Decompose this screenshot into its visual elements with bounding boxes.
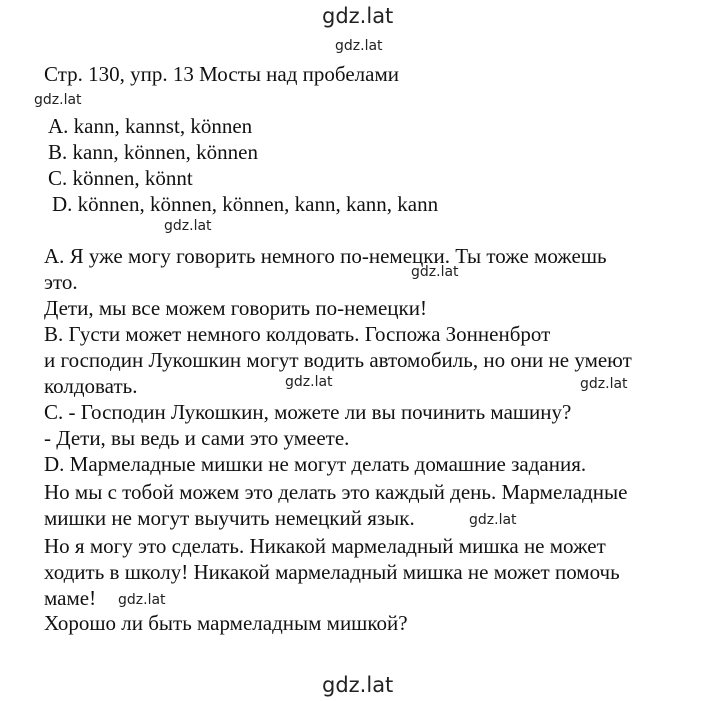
watermark-bottom: gdz.lat: [322, 673, 394, 697]
translation-line: - Дети, вы ведь и сами это умеете.: [44, 426, 350, 450]
translation-line: колдовать.: [44, 374, 138, 398]
answer-line-a: A. kann, kannst, können: [48, 114, 253, 138]
translation-line: А. Я уже могу говорить немного по-немецки. Ты тоже можешь: [44, 244, 607, 268]
watermark: gdz.lat: [335, 38, 383, 54]
translation-line: и господин Лукошкин могут водить автомобиль, но они не умеют: [44, 348, 632, 372]
watermark: gdz.lat: [118, 592, 166, 608]
translation-line: это.: [44, 270, 78, 294]
translation-line: С. - Господин Лукошкин, можете ли вы починить машину?: [44, 400, 572, 424]
translation-line: D. Мармеладные мишки не могут делать домашние задания.: [44, 452, 587, 476]
watermark-top: gdz.lat: [322, 4, 394, 28]
translation-line: Дети, мы все можем говорить по-немецки!: [44, 296, 427, 320]
answer-line-d: D. können, können, können, kann, kann, kann: [52, 192, 439, 216]
watermark: gdz.lat: [411, 264, 459, 280]
watermark: gdz.lat: [34, 92, 82, 108]
answer-line-c: C. können, könnt: [48, 166, 193, 190]
translation-line: ходить в школу! Никакой мармеладный мишка не может помочь: [44, 560, 620, 584]
watermark: gdz.lat: [580, 376, 628, 392]
watermark: gdz.lat: [469, 512, 517, 528]
watermark: gdz.lat: [285, 374, 333, 390]
translation-line: В. Густи может немного колдовать. Госпожа Зонненброт: [44, 322, 551, 346]
page-title: Стр. 130, упр. 13 Мосты над пробелами: [44, 62, 399, 86]
translation-line: мишки не могут выучить немецкий язык.: [44, 506, 415, 530]
translation-line: Хорошо ли быть мармеладным мишкой?: [44, 611, 408, 635]
translation-line: маме!: [44, 586, 97, 610]
translation-line: Но мы с тобой можем это делать это каждый день. Мармеладные: [44, 480, 628, 504]
answer-line-b: B. kann, können, können: [48, 140, 258, 164]
watermark: gdz.lat: [164, 218, 212, 234]
translation-line: Но я могу это сделать. Никакой мармеладный мишка не может: [44, 534, 606, 558]
